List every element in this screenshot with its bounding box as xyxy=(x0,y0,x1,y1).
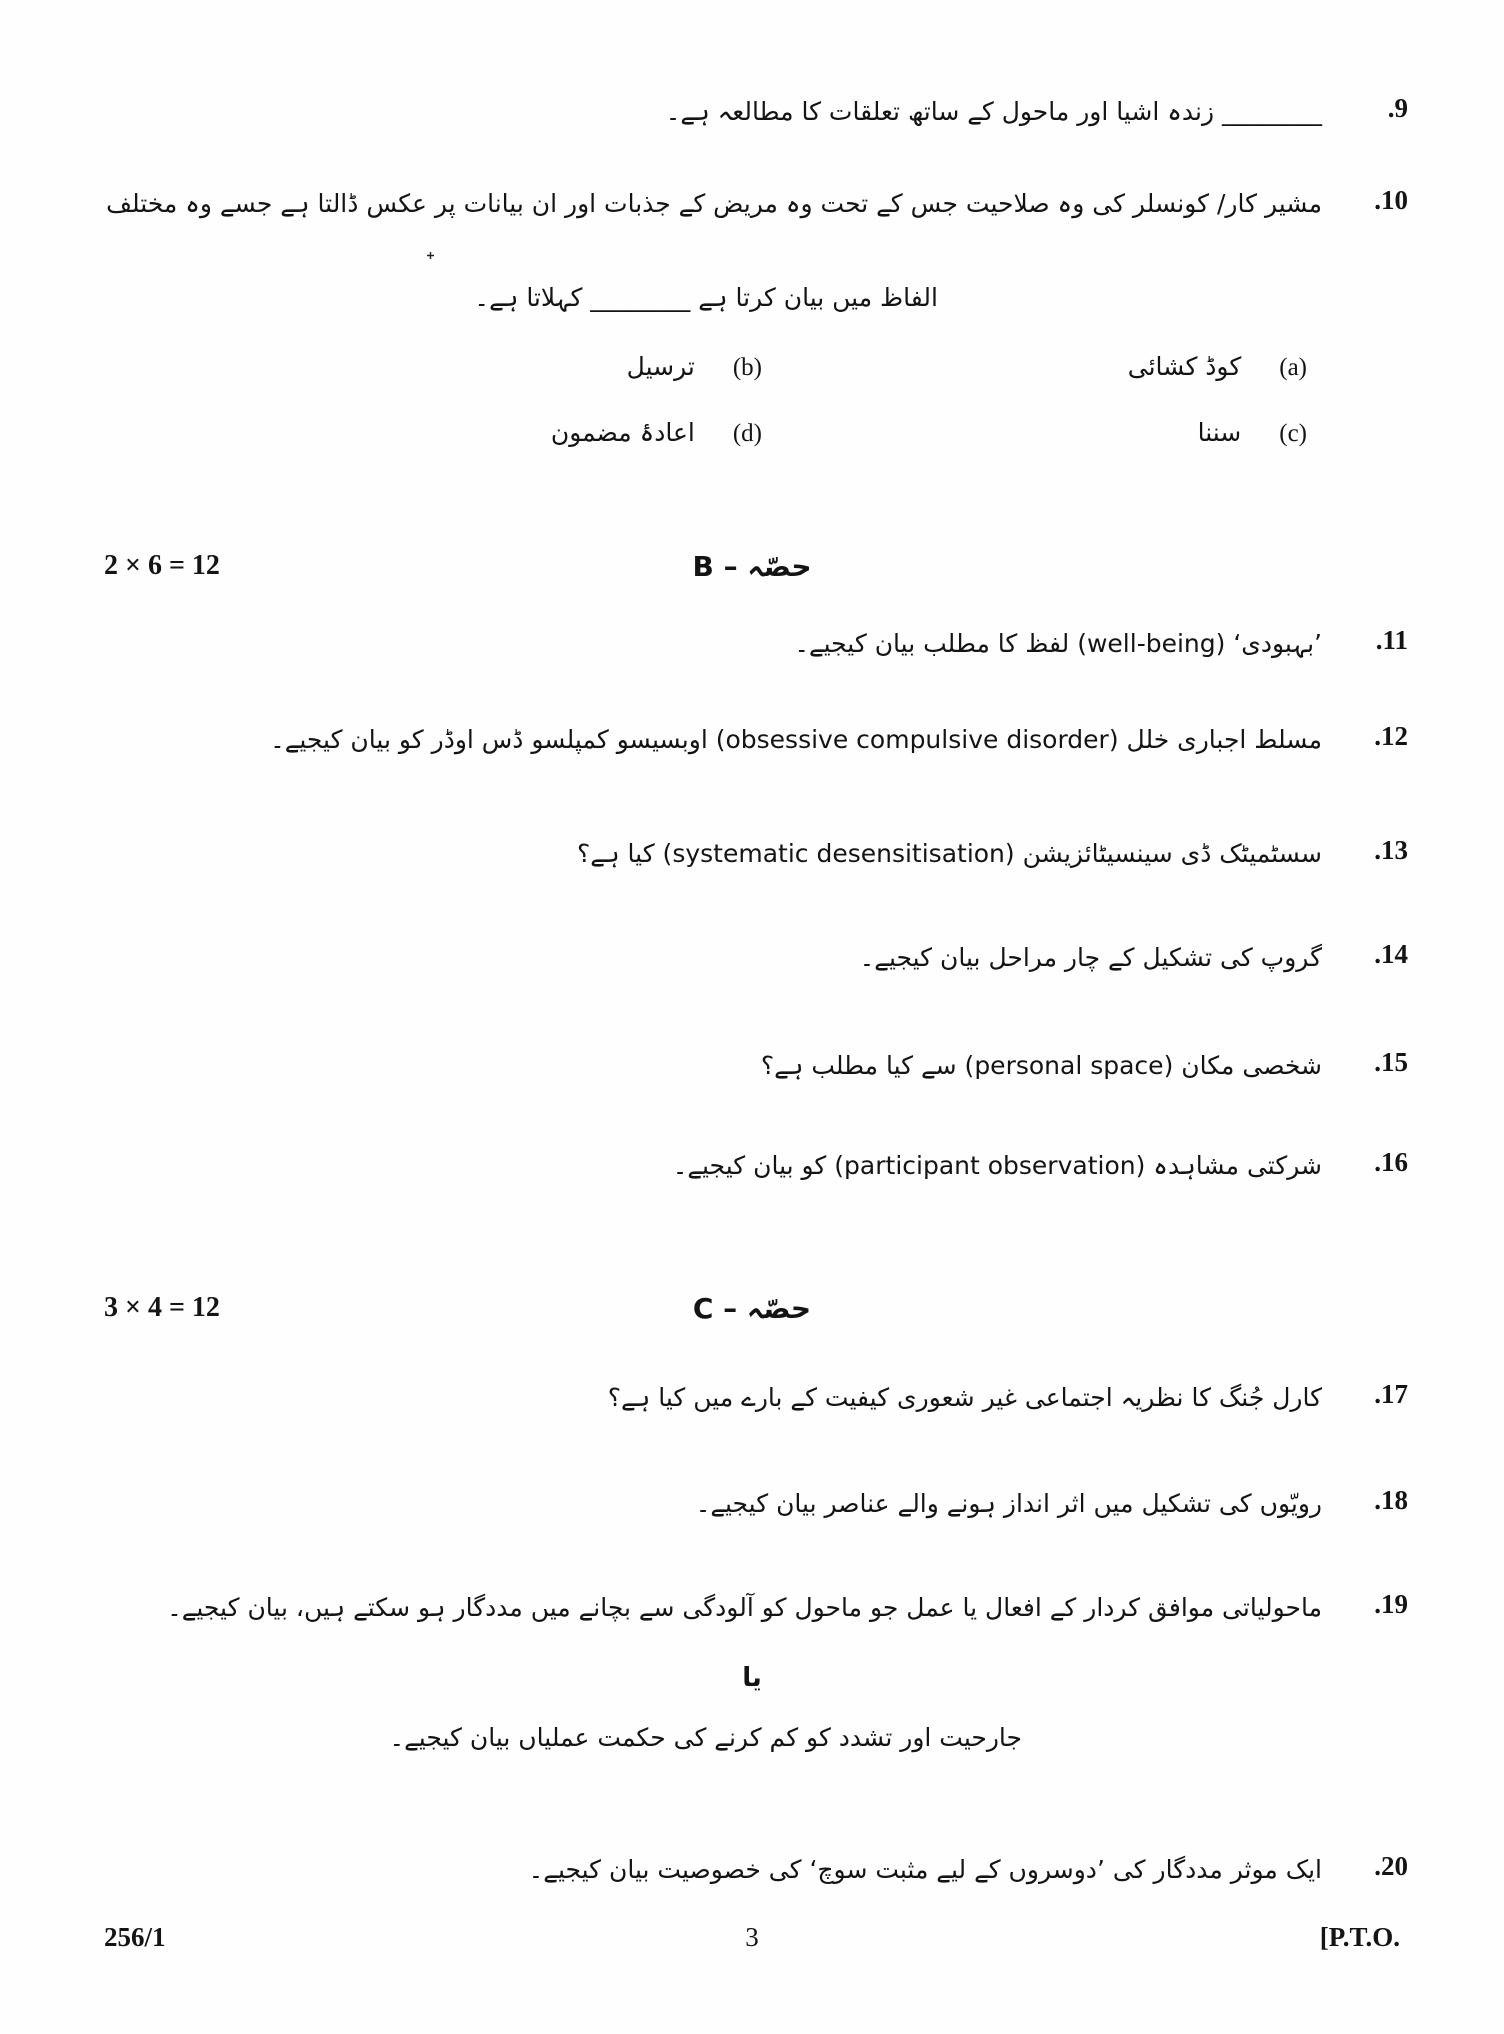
footer-page-number: 3 xyxy=(745,1922,759,1952)
question-12-number: 12. xyxy=(1374,721,1408,751)
question-19-text: ماحولیاتی موافق کردار کے افعال یا عمل جو ماحول کو آلودگی سے بچانے میں مددگار ہو سکتے ہیں، بیان کیجیے۔ xyxy=(167,1593,1322,1622)
question-16 xyxy=(90,1144,1408,1188)
question-9-text: ________ زندہ اشیا اور ماحول کے ساتھ تعلقات کا مطالعہ ہے۔ xyxy=(665,97,1322,126)
option-b-text: ترسیل xyxy=(626,352,695,381)
section-b-marks: 2 × 6 = 12 xyxy=(104,550,220,581)
option-c-label: (c) xyxy=(1279,420,1307,447)
question-17 xyxy=(90,1376,1408,1420)
question-11-text: ’بہبودی‘ (well-being) لفظ کا مطلب بیان کیجیے۔ xyxy=(794,629,1322,658)
option-b-label: (b) xyxy=(732,354,762,381)
question-14 xyxy=(90,936,1408,980)
footer-pto: [P.T.O. xyxy=(1319,1922,1400,1952)
question-18-number: 18. xyxy=(1374,1485,1408,1515)
option-b xyxy=(627,352,762,382)
question-17-number: 17. xyxy=(1374,1379,1408,1409)
option-d xyxy=(551,418,762,448)
question-16-number: 16. xyxy=(1374,1147,1408,1177)
question-19-or-label: یا xyxy=(742,1663,762,1693)
question-14-number: 14. xyxy=(1374,939,1408,969)
option-d-label: (d) xyxy=(732,420,762,447)
section-b-header xyxy=(0,550,1504,583)
question-9-number: 9. xyxy=(1387,93,1408,123)
question-10-options-row-1 xyxy=(90,352,1307,382)
question-11 xyxy=(90,622,1408,666)
section-b-title: B – حصّہ xyxy=(692,550,812,583)
question-17-text: کارل جُنگ کا نظریہ اجتماعی غیر شعوری کیفیت کے بارے میں کیا ہے؟ xyxy=(607,1383,1322,1412)
question-10-number: 10. xyxy=(1374,185,1408,215)
question-18-text: رویّوں کی تشکیل میں اثر انداز ہونے والے عناصر بیان کیجیے۔ xyxy=(695,1489,1322,1518)
option-d-text: اعادۂ مضمون xyxy=(550,418,695,447)
section-c-title: C – حصّہ xyxy=(692,1292,812,1325)
question-20 xyxy=(90,1848,1408,1892)
question-20-number: 20. xyxy=(1374,1851,1408,1881)
option-a-text: کوڈ کشائی xyxy=(1127,352,1242,381)
option-c-text: سننا xyxy=(1197,418,1242,447)
question-15-text: شخصی مکان (personal space) سے کیا مطلب ہے؟ xyxy=(760,1051,1322,1080)
section-c-marks: 3 × 4 = 12 xyxy=(104,1292,220,1323)
option-c xyxy=(762,418,1307,448)
question-20-text: ایک موثر مددگار کی ’دوسروں کے لیے مثبت سوچ‘ کی خصوصیت بیان کیجیے۔ xyxy=(528,1855,1322,1884)
scan-artifact xyxy=(427,252,434,259)
question-15 xyxy=(90,1044,1408,1088)
question-9 xyxy=(90,90,1408,134)
question-14-text: گروپ کی تشکیل کے چار مراحل بیان کیجیے۔ xyxy=(859,943,1322,972)
question-19-or-text: جارحیت اور تشدد کو کم کرنے کی حکمت عملیاں بیان کیجیے۔ xyxy=(389,1723,1022,1752)
option-a xyxy=(762,352,1307,382)
question-12 xyxy=(90,718,1408,762)
question-10-line2: الفاظ میں بیان کرتا ہے ________ کہلاتا ہے۔ xyxy=(474,283,938,312)
question-19-number: 19. xyxy=(1374,1589,1408,1619)
question-10-line1: مشیر کار/ کونسلر کی وہ صلاحیت جس کے تحت وہ مریض کے جذبات اور ان بیانات پر عکس ڈالتا ہے جسے وہ مختلف xyxy=(106,189,1322,218)
question-18 xyxy=(90,1482,1408,1526)
section-c-header xyxy=(0,1292,1504,1325)
question-13 xyxy=(90,832,1408,876)
footer-paper-code: 256/1 xyxy=(104,1922,166,1952)
question-13-text: سسٹمیٹک ڈی سینسیٹائزیشن (systematic desensitisation) کیا ہے؟ xyxy=(577,839,1322,868)
question-11-number: 11. xyxy=(1375,625,1408,655)
question-13-number: 13. xyxy=(1374,835,1408,865)
question-10 xyxy=(90,182,1408,226)
question-19 xyxy=(90,1586,1408,1630)
question-12-text: مسلط اجباری خلل (obsessive compulsive disorder) اوبسیسو کمپلسو ڈس اوڈر کو بیان کیجیے۔ xyxy=(270,725,1322,754)
option-a-label: (a) xyxy=(1279,354,1307,381)
question-10-options-row-2 xyxy=(90,418,1307,448)
question-15-number: 15. xyxy=(1374,1047,1408,1077)
question-16-text: شرکتی مشاہدہ (participant observation) کو بیان کیجیے۔ xyxy=(672,1151,1322,1180)
